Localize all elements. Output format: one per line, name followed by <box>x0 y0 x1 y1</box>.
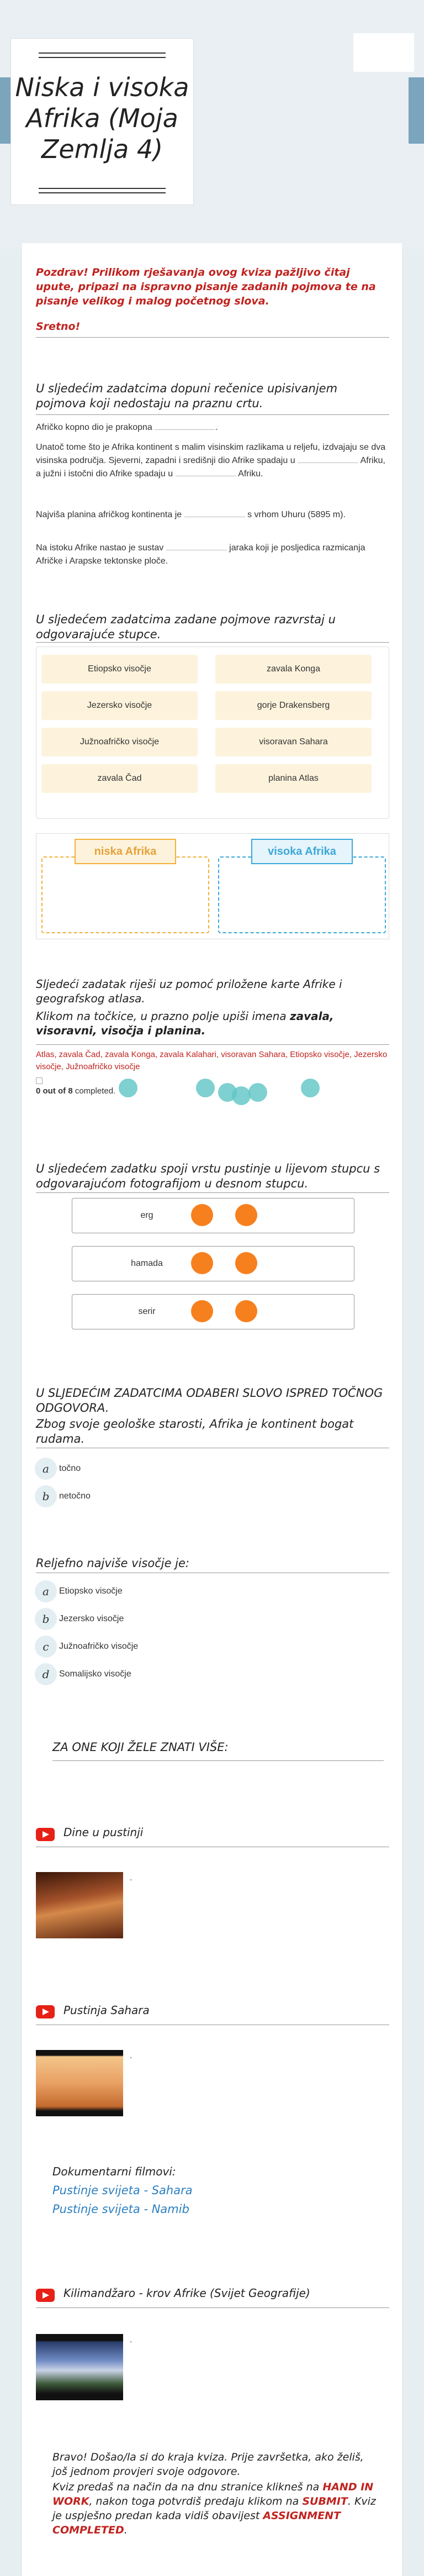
match-dot-right[interactable] <box>235 1204 257 1226</box>
map-instruction-text: Klikom na točkice, u prazno polje upiši imena <box>36 1010 290 1023</box>
sentence-2 <box>36 441 389 481</box>
page-title: Niska i visoka Afrika (Moja Zemlja 4) <box>15 72 189 164</box>
map-hotspot[interactable] <box>196 1079 215 1097</box>
outro-emphasis: HAND IN WORK <box>52 2481 374 2507</box>
sentence-1 <box>36 421 389 434</box>
divider <box>36 414 389 415</box>
option-text: Somalijsko visočje <box>59 1669 131 1679</box>
map-hotspot[interactable] <box>248 1083 267 1102</box>
blank-input[interactable] <box>155 422 215 430</box>
match-dot-left[interactable] <box>191 1300 213 1322</box>
divider <box>52 1760 384 1761</box>
outro-line-2 <box>52 2480 378 2537</box>
match-dot-right[interactable] <box>235 1300 257 1322</box>
option-text: Južnoafričko visočje <box>59 1642 139 1651</box>
map-terms: Atlas, zavala Čad, zavala Konga, zavala Kalahari, visoravan Sahara, Etiopsko visočje, Jezersko visočje, Južnoafričko visočje <box>36 1050 388 1071</box>
title-rule <box>39 57 166 58</box>
drop-zone-niska[interactable] <box>41 856 209 933</box>
sort-tile[interactable]: Jezersko visočje <box>41 691 198 720</box>
match-row <box>72 1246 354 1281</box>
q2-option-d[interactable] <box>42 1663 131 1685</box>
intro-warning: Pozdrav! Prilikom rješavanja ovog kviza pažljivo čitaj upute, pripazi na ispravno pisanje zadanih pojmova te na pisanje velikog i malog početnog slova. <box>36 266 376 307</box>
match-label: hamada <box>131 1259 163 1268</box>
map-instruction-emphasis: zavala, visoravni, visočja i planina. <box>36 1010 334 1037</box>
option-text: Jezersko visočje <box>59 1614 124 1623</box>
blank-input[interactable] <box>176 468 236 476</box>
map-image-icon <box>36 1077 43 1084</box>
divider <box>36 642 389 643</box>
option-letter: b <box>35 1608 57 1630</box>
video-caption: . <box>130 1873 132 1883</box>
q1-option-a[interactable] <box>43 1458 81 1480</box>
map-hotspot[interactable] <box>232 1086 251 1105</box>
category-label-niska: niska Afrika <box>75 839 176 864</box>
quiz-content <box>22 243 402 2576</box>
outro-emphasis: SUBMIT <box>302 2495 348 2507</box>
sort-tile[interactable]: gorje Drakensberg <box>215 691 372 720</box>
match-row <box>72 1198 354 1233</box>
q1-question: Zbog svoje geološke starosti, Afrika je kontinent bogat rudama. <box>36 1417 354 1445</box>
youtube-icon <box>36 2289 55 2302</box>
title-rule <box>39 192 166 193</box>
progress-suffix: completed. <box>72 1086 116 1096</box>
video-thumbnail[interactable] <box>36 2334 123 2400</box>
sort-instruction: U sljedećem zadatcima zadane pojmove razvrstaj u odgovarajuće stupce. <box>36 613 336 641</box>
option-letter: b <box>35 1485 57 1507</box>
match-row <box>72 1294 354 1329</box>
video-caption: . <box>130 2051 132 2060</box>
outro-text: . <box>124 2524 128 2536</box>
match-label: erg <box>140 1211 153 1220</box>
q2-option-c[interactable] <box>43 1636 139 1658</box>
video-title: Dine u pustinji <box>63 1826 144 1839</box>
sentence-text: Na istoku Afrike nastao je sustav <box>36 543 164 553</box>
video-title: Kilimandžaro - krov Afrike (Svijet Geografije) <box>63 2286 310 2300</box>
header-stripe-left <box>0 77 11 144</box>
header-decor <box>353 33 414 72</box>
option-text: netočno <box>59 1491 91 1501</box>
youtube-icon <box>36 1828 55 1841</box>
progress-count: 0 out of 8 <box>36 1086 73 1096</box>
sort-tile[interactable]: zavala Čad <box>41 764 198 793</box>
match-dot-left[interactable] <box>191 1204 213 1226</box>
outro-text: Kviz predaš na način da na dnu stranice klikneš na <box>52 2481 323 2493</box>
sort-tile[interactable]: Etiopsko visočje <box>41 655 198 684</box>
q2-question: Reljefno najviše visočje je: <box>36 1557 189 1570</box>
sentence-4 <box>36 542 389 568</box>
sentence-text: Afriku, a južni i istočni dio Afrike spadaju u <box>36 456 385 479</box>
sort-tile[interactable]: zavala Konga <box>215 655 372 684</box>
option-letter: c <box>35 1636 57 1658</box>
mc-header: U SLJEDEĆIM ZADATCIMA ODABERI SLOVO ISPRED TOČNOG ODGOVORA. <box>36 1386 383 1415</box>
q2-option-a[interactable] <box>43 1580 123 1602</box>
option-letter: d <box>35 1663 57 1685</box>
sentence-text: Najviša planina afričkog kontinenta je <box>36 510 182 519</box>
outro-text: . Kviz je uspješno predan kada vidiš obavijest <box>52 2495 376 2522</box>
title-rule <box>39 52 166 54</box>
video-caption: . <box>130 2335 132 2344</box>
option-text: Etiopsko visočje <box>59 1586 123 1596</box>
sentence-text: s vrhom Uhuru (5895 m). <box>247 510 346 519</box>
map-hotspot[interactable] <box>119 1079 137 1097</box>
category-label-visoka: visoka Afrika <box>251 839 353 864</box>
docs-title: Dokumentarni filmovi: <box>52 2165 176 2178</box>
option-letter: a <box>35 1580 57 1602</box>
sentence-text: jaraka koji je posljedica razmicanja Afričke i Arapske tektonske ploče. <box>36 543 365 566</box>
divider <box>36 1192 389 1193</box>
map-progress <box>36 1086 115 1096</box>
sort-tile[interactable]: planina Atlas <box>215 764 372 793</box>
doc-link-namib[interactable]: Pustinje svijeta - Namib <box>52 2202 189 2216</box>
header-stripe-right <box>409 77 424 144</box>
q2-option-b[interactable] <box>42 1608 124 1630</box>
doc-link-sahara[interactable]: Pustinje svijeta - Sahara <box>52 2184 193 2197</box>
sort-tile[interactable]: Južnoafričko visočje <box>41 728 198 756</box>
divider <box>36 1044 389 1045</box>
outro-text: , nakon toga potvrdiš predaju klikom na <box>89 2495 303 2507</box>
title-rule <box>39 188 166 189</box>
youtube-icon <box>36 2005 55 2018</box>
blank-input[interactable] <box>184 509 245 517</box>
sentence-text: Afričko kopno dio je prakopna <box>36 423 152 432</box>
extra-header: ZA ONE KOJI ŽELE ZNATI VIŠE: <box>52 1741 229 1754</box>
video-thumbnail[interactable] <box>36 2050 123 2116</box>
divider <box>36 2307 389 2308</box>
video-thumbnail[interactable] <box>36 1872 123 1938</box>
sort-tile[interactable]: visoravan Sahara <box>215 728 372 756</box>
map-instruction-2 <box>36 1009 389 1038</box>
map-instruction-1: Sljedeći zadatak riješi uz pomoć priložene karte Afrike i geografskog atlasa. <box>36 977 342 1005</box>
drop-zone-visoka[interactable] <box>218 856 386 933</box>
outro-line-1: Bravo! Došao/la si do kraja kviza. Prije završetka, ako želiš, još jednom provjeri svoje odgovore. <box>52 2451 364 2478</box>
blank-input[interactable] <box>166 542 227 550</box>
blank-input[interactable] <box>298 455 358 463</box>
sentence-3 <box>36 508 389 522</box>
q1-option-b[interactable] <box>42 1485 91 1507</box>
matching-instruction: U sljedećem zadatku spoji vrstu pustinje u lijevom stupcu s odgovarajućom fotografijom u desnom stupcu. <box>36 1162 380 1190</box>
sentence-text: Unatoč tome što je Afrika kontinent s malim visinskim razlikama u reljefu, izdvajaju se dva visinska područja. Sjeverni, zapadni i središnji dio Afrike spadaju u <box>36 443 386 465</box>
video-title: Pustinja Sahara <box>63 2004 150 2017</box>
sentence-text: . <box>215 423 218 432</box>
map-hotspot[interactable] <box>301 1079 320 1097</box>
title-card <box>11 39 193 204</box>
divider <box>36 337 389 338</box>
fill-instruction: U sljedećim zadatcima dopuni rečenice upisivanjem pojmova koji nedostaju na praznu crtu. <box>36 382 338 410</box>
match-dot-right[interactable] <box>235 1252 257 1274</box>
match-dot-left[interactable] <box>191 1252 213 1274</box>
option-text: točno <box>59 1464 81 1473</box>
outro-emphasis: ASSIGNMENT COMPLETED <box>52 2510 341 2536</box>
sentence-text: Afriku. <box>238 469 263 479</box>
option-letter: a <box>35 1458 57 1480</box>
match-label: serir <box>138 1307 156 1316</box>
intro-luck: Sretno! <box>36 320 81 333</box>
